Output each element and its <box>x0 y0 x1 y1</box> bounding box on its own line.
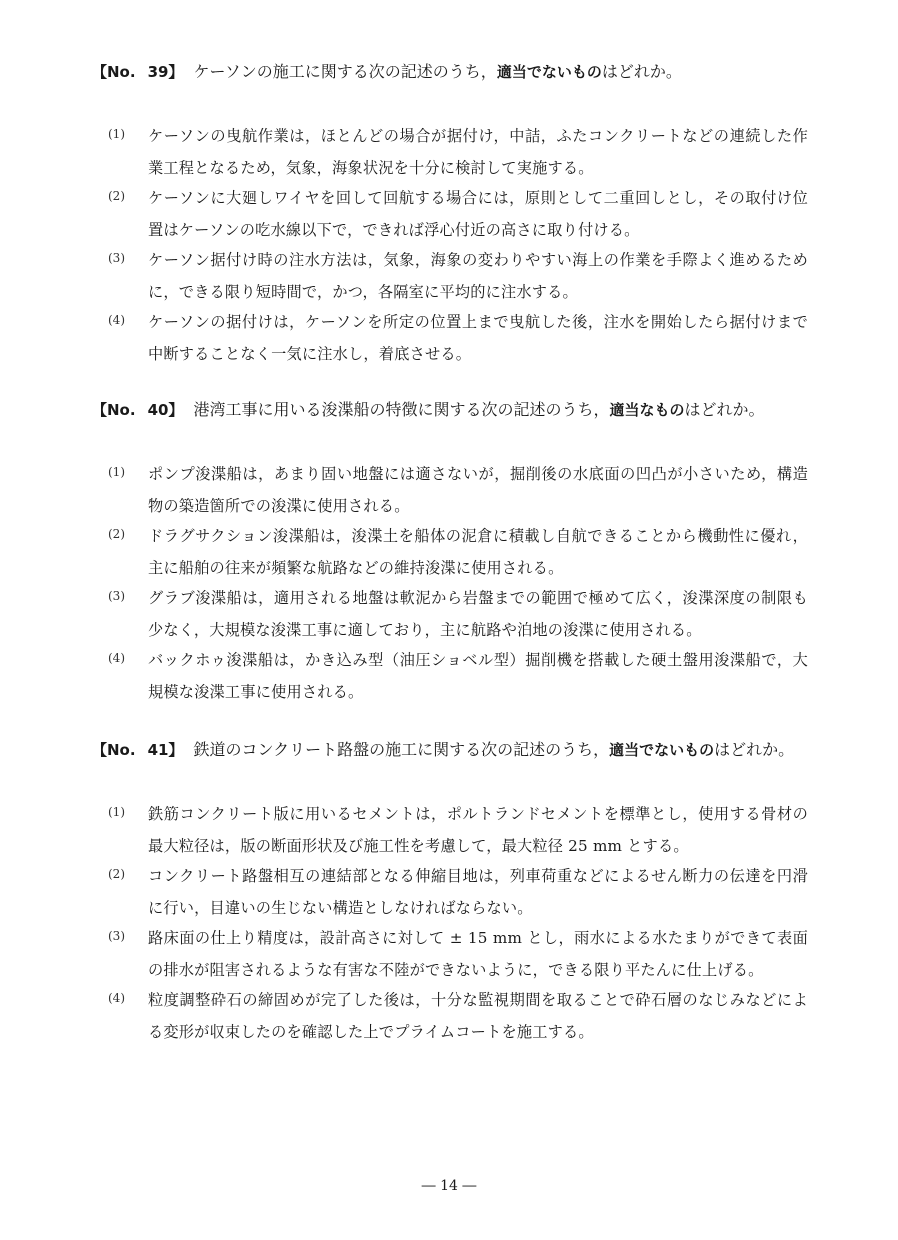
option-text: コンクリート路盤相互の連結部となる伸縮目地は，列車荷重などによるせん断力の伝達を円滑に行い，目違いの生じない構造としなければならない。 <box>148 867 808 917</box>
option-1 <box>108 120 808 184</box>
option-number: (4) <box>108 313 125 327</box>
option-text: ポンプ浚渫船は，あまり固い地盤には適さないが，掘削後の水底面の凹凸が小さいため，構造物の築造箇所での浚渫に使用される。 <box>148 465 808 515</box>
question-number: 【No. 40】 <box>92 401 184 419</box>
option-text: ドラグサクション浚渫船は，浚渫土を船体の泥倉に積載し自航できることから機動性に優れ，主に船舶の往来が頻繁な航路などの維持浚渫に使用される。 <box>148 527 808 577</box>
option-number: (2) <box>108 527 125 541</box>
question-stem: 港湾工事に用いる浚渫船の特徴に関する次の記述のうち， <box>193 400 610 419</box>
option-number: (2) <box>108 867 125 881</box>
question-number: 【No. 41】 <box>92 741 184 759</box>
option-number: (1) <box>108 127 125 141</box>
option-3 <box>108 244 808 308</box>
option-number: (4) <box>108 991 125 1005</box>
option-2 <box>108 860 808 924</box>
question-header <box>92 736 812 764</box>
option-number: (3) <box>108 929 125 943</box>
option-text: 鉄筋コンクリート版に用いるセメントは，ポルトランドセメントを標準とし，使用する骨材の最大粒径は，版の断面形状及び施工性を考慮して，最大粒径 25 mm とする。 <box>148 805 808 855</box>
option-number: (3) <box>108 251 125 265</box>
question-stem-end: はどれか。 <box>601 62 682 81</box>
option-1 <box>108 798 808 862</box>
option-1 <box>108 458 808 522</box>
question-header <box>92 396 812 424</box>
option-text: ケーソンの曳航作業は，ほとんどの場合が据付け，中詰，ふたコンクリートなどの連続した作業工程となるため，気象，海象状況を十分に検討して実施する。 <box>148 127 808 177</box>
option-4 <box>108 644 808 708</box>
option-text: ケーソン据付け時の注水方法は，気象，海象の変わりやすい海上の作業を手際よく進めるために，できる限り短時間で，かつ，各隔室に平均的に注水する。 <box>148 251 808 301</box>
option-2 <box>108 182 808 246</box>
question-stem: ケーソンの施工に関する次の記述のうち， <box>193 62 497 81</box>
question-keyword: 適当なもの <box>609 401 685 419</box>
option-4 <box>108 984 808 1048</box>
option-number: (1) <box>108 465 125 479</box>
option-3 <box>108 922 808 986</box>
option-number: (2) <box>108 189 125 203</box>
option-number: (1) <box>108 805 125 819</box>
option-4 <box>108 306 808 370</box>
option-number: (4) <box>108 651 125 665</box>
option-text: バックホゥ浚渫船は，かき込み型（油圧ショベル型）掘削機を搭載した硬土盤用浚渫船で，大規模な浚渫工事に使用される。 <box>148 651 808 701</box>
option-text: グラブ浚渫船は，適用される地盤は軟泥から岩盤までの範囲で極めて広く，浚渫深度の制限も少なく，大規模な浚渫工事に適しており，主に航路や泊地の浚渫に使用される。 <box>148 589 808 639</box>
question-stem-end: はどれか。 <box>714 740 795 759</box>
option-text: ケーソンの据付けは，ケーソンを所定の位置上まで曳航した後，注水を開始したら据付けまで中断することなく一気に注水し，着底させる。 <box>148 313 808 363</box>
question-stem-end: はどれか。 <box>684 400 765 419</box>
option-3 <box>108 582 808 646</box>
question-keyword: 適当でないもの <box>496 63 602 81</box>
option-number: (3) <box>108 589 125 603</box>
question-stem: 鉄道のコンクリート路盤の施工に関する次の記述のうち， <box>193 740 610 759</box>
page-number: ― 14 ― <box>421 1178 477 1194</box>
option-2 <box>108 520 808 584</box>
question-keyword: 適当でないもの <box>609 741 715 759</box>
option-text: 路床面の仕上り精度は，設計高さに対して ± 15 mm とし，雨水による水たまりができて表面の排水が阻害されるような有害な不陸ができないように，できる限り平たんに仕上げる。 <box>148 929 808 979</box>
option-text: ケーソンに大廻しワイヤを回して回航する場合には，原則として二重回しとし，その取付け位置はケーソンの吃水線以下で，できれば浮心付近の高さに取り付ける。 <box>148 189 808 239</box>
question-number: 【No. 39】 <box>92 63 184 81</box>
question-header <box>92 58 812 86</box>
option-text: 粒度調整砕石の締固めが完了した後は，十分な監視期間を取ることで砕石層のなじみなどによる変形が収束したのを確認した上でプライムコートを施工する。 <box>148 991 808 1041</box>
